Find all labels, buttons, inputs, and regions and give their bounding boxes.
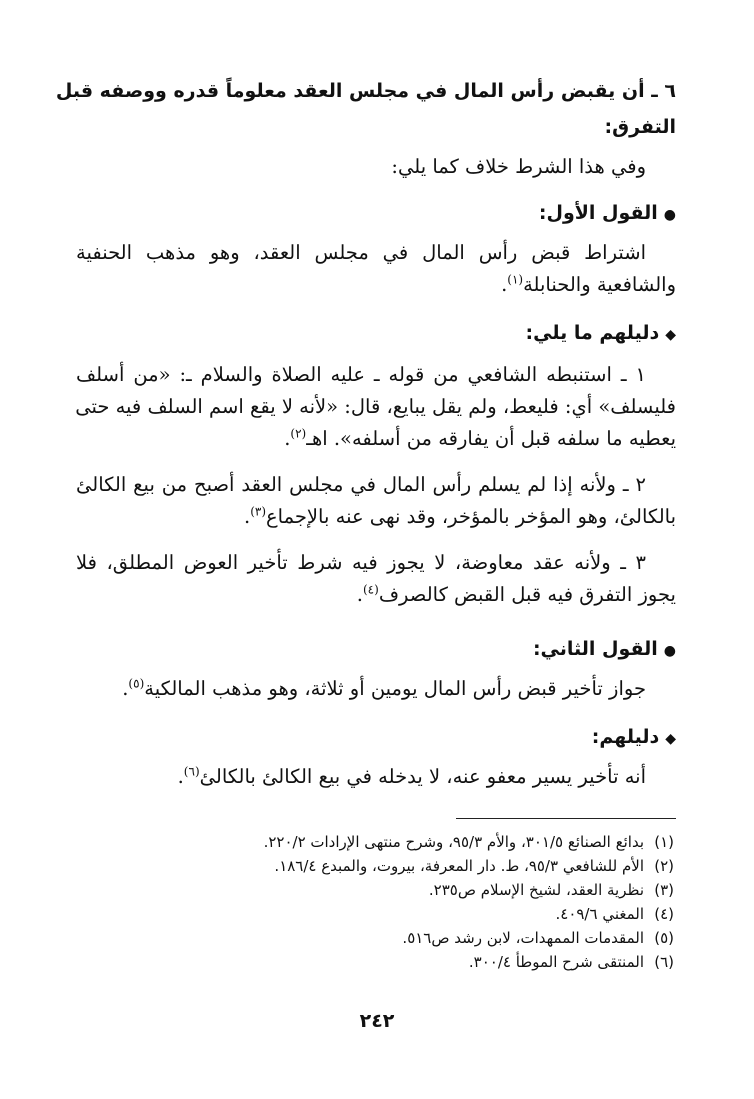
- footnote-ref-3[interactable]: (٣): [250, 504, 267, 519]
- page-number: ٢٤٢: [359, 1010, 395, 1032]
- footnote-item: [84, 831, 674, 853]
- footnote-ref-4[interactable]: (٤): [362, 582, 379, 597]
- first-opinion-line-2: [76, 270, 676, 300]
- first-opinion-heading: [76, 198, 676, 230]
- first-opinion-period: .: [501, 273, 508, 296]
- evidence-1-text-end: يعطيه ما سلفه قبل أن يفارقه من أسلفه». اهـ: [306, 427, 676, 450]
- footnote-number: (٣): [654, 881, 674, 899]
- second-evidence-heading: [76, 722, 676, 754]
- section-heading-line-1: ٦ ـ أن يقبض رأس المال في مجلس العقد معلوماً قدره ووصفه قبل: [55, 80, 676, 102]
- footnote-text: المنتقى شرح الموطأ ٣٠٠/٤.: [468, 953, 644, 971]
- evidence-2-period: .: [244, 505, 251, 528]
- diamond-bullet-icon: ◆: [665, 327, 676, 343]
- evidence-2-line-2: [76, 502, 676, 532]
- second-opinion-title: القول الثاني:: [532, 638, 658, 660]
- section-heading-line-2: التفرق:: [604, 116, 676, 138]
- footnote-ref-6[interactable]: (٦): [183, 764, 200, 779]
- footnote-number: (١): [654, 833, 674, 851]
- second-evidence-title: دليلهم:: [591, 726, 660, 748]
- footnote-number: (٦): [654, 953, 674, 971]
- second-evidence-text: [46, 762, 646, 792]
- footnote-item: [84, 855, 674, 877]
- second-opinion-period: .: [122, 677, 129, 700]
- evidence-1-line-2: فليسلف» أي: فليعط، ولم يقل يبايع، قال: «لأنه لا يقع اسم السلف فيه حتى: [75, 395, 676, 418]
- footnote-number: (٤): [654, 905, 674, 923]
- evidence-2-text-end: بالكالئ، وهو المؤخر بالمؤخر، وقد نهى عنه بالإجماع: [266, 505, 676, 528]
- second-evidence-period: .: [177, 765, 184, 788]
- evidence-3-period: .: [356, 583, 363, 606]
- footnote-text: المقدمات الممهدات، لابن رشد ص٥١٦.: [402, 929, 644, 947]
- intro-text: وفي هذا الشرط خلاف كما يلي:: [391, 155, 646, 178]
- evidence-1-line-3: [76, 424, 676, 454]
- diamond-bullet-icon: ◆: [665, 731, 676, 747]
- second-evidence-body: أنه تأخير يسير معفو عنه، لا يدخله في بيع الكالئ بالكالئ: [199, 765, 646, 788]
- evidence-3-text-end: يجوز التفرق فيه قبل القبض كالصرف: [378, 583, 676, 606]
- first-opinion-line-1: اشتراط قبض رأس المال في مجلس العقد، وهو مذهب الحنفية: [76, 241, 646, 264]
- first-evidence-title: دليلهم ما يلي:: [525, 322, 660, 344]
- evidence-1-line-1: ١ ـ استنبطه الشافعي من قوله ـ عليه الصلاة والسلام ـ: «من أسلف: [76, 363, 646, 386]
- footnote-text: المغني ٤٠٩/٦.: [555, 905, 644, 923]
- evidence-1-period: .: [284, 427, 291, 450]
- evidence-3-line-1: ٣ ـ ولأنه عقد معاوضة، لا يجوز فيه شرط تأخير العوض المطلق، فلا: [76, 551, 646, 574]
- second-opinion-body: جواز تأخير قبض رأس المال يومين أو ثلاثة، وهو مذهب المالكية: [144, 677, 646, 700]
- second-opinion-text: [46, 674, 646, 704]
- first-opinion-title: القول الأول:: [538, 202, 658, 224]
- second-opinion-heading: [76, 634, 676, 666]
- footnote-item: [84, 879, 674, 901]
- footnote-number: (٢): [654, 857, 674, 875]
- footnote-ref-5[interactable]: (٥): [128, 676, 145, 691]
- footnote-number: (٥): [654, 929, 674, 947]
- footnote-text: الأم للشافعي ٩٥/٣، ط. دار المعرفة، بيروت، والمبدع ١٨٦/٤.: [274, 857, 644, 875]
- footnote-ref-1[interactable]: (١): [507, 272, 524, 287]
- footnote-text: نظرية العقد، لشيخ الإسلام ص٢٣٥.: [428, 881, 644, 899]
- evidence-3-line-2: [76, 580, 676, 610]
- footnote-item: [84, 951, 674, 973]
- footnote-ref-2[interactable]: (٢): [290, 426, 307, 441]
- first-evidence-heading: [76, 318, 676, 350]
- evidence-2-line-1: ٢ ـ ولأنه إذا لم يسلم رأس المال في مجلس العقد أصبح من بيع الكالئ: [76, 473, 646, 496]
- footnote-divider: [456, 818, 676, 819]
- footnote-item: [84, 927, 674, 949]
- circle-bullet-icon: ●: [663, 207, 676, 223]
- footnote-item: [84, 903, 674, 925]
- circle-bullet-icon: ●: [663, 643, 676, 659]
- first-opinion-text-end: والشافعية والحنابلة: [523, 273, 676, 296]
- footnote-text: بدائع الصنائع ٣٠١/٥، والأم ٩٥/٣، وشرح منتهى الإرادات ٢٢٠/٢.: [263, 833, 644, 851]
